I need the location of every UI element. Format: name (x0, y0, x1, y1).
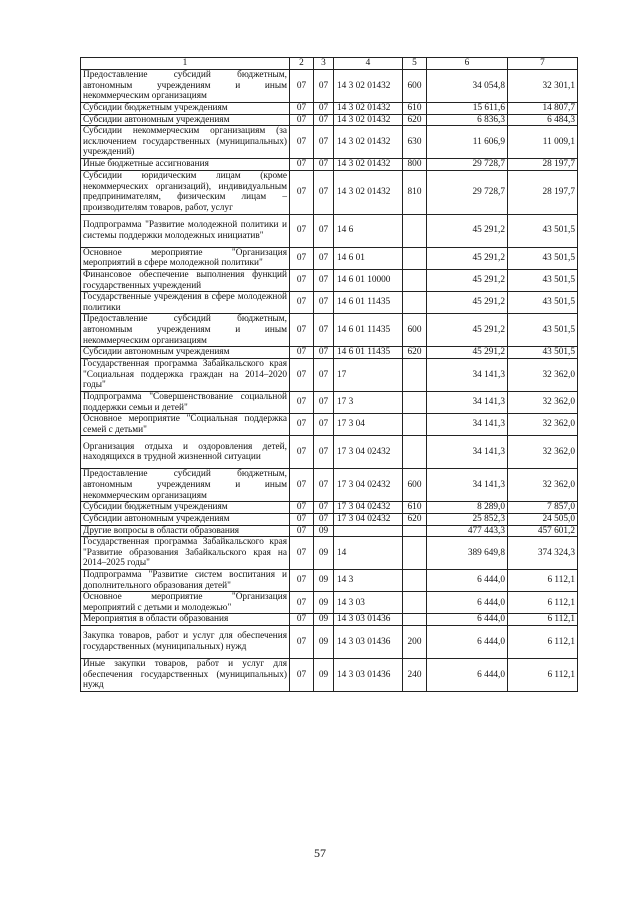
row-name: Иные бюджетные ассигнования (81, 159, 290, 171)
row-subsection: 09 (314, 614, 334, 626)
row-amount-1: 11 606,9 (427, 126, 508, 159)
row-amount-2: 24 505,0 (508, 513, 578, 525)
column-header-expense-type: 5 (403, 58, 427, 70)
row-expense-type (403, 592, 427, 614)
row-amount-1: 45 291,2 (427, 214, 508, 247)
table-row (81, 414, 578, 436)
row-name: Подпрограмма "Развитие молодежной политики и системы поддержки молодежных инициатив" (81, 214, 290, 247)
row-section: 07 (290, 159, 314, 171)
row-amount-1: 34 141,3 (427, 391, 508, 413)
row-subsection: 09 (314, 525, 334, 537)
table-row (81, 292, 578, 314)
row-expense-type: 600 (403, 469, 427, 502)
row-section: 07 (290, 570, 314, 592)
row-name: Субсидии бюджетным учреждениям (81, 103, 290, 115)
row-name: Основное мероприятие "Социальная поддержка семей с детьми" (81, 414, 290, 436)
row-section: 07 (290, 659, 314, 692)
row-subsection: 07 (314, 247, 334, 269)
row-name: Иные закупки товаров, работ и услуг для обеспечения государственных (муниципальных) нужд (81, 659, 290, 692)
row-target-article: 17 (334, 358, 403, 391)
row-amount-1: 45 291,2 (427, 292, 508, 314)
row-target-article: 17 3 04 02432 (334, 513, 403, 525)
table-row (81, 592, 578, 614)
row-amount-1: 477 443,3 (427, 525, 508, 537)
row-subsection: 09 (314, 570, 334, 592)
row-target-article: 14 3 02 01432 (334, 126, 403, 159)
table-row (81, 469, 578, 502)
row-section: 07 (290, 358, 314, 391)
row-amount-2: 32 362,0 (508, 391, 578, 413)
row-amount-2: 32 362,0 (508, 469, 578, 502)
row-amount-2: 32 362,0 (508, 358, 578, 391)
row-amount-2: 43 501,5 (508, 292, 578, 314)
row-subsection: 07 (314, 159, 334, 171)
table-row (81, 214, 578, 247)
row-target-article: 17 3 04 02432 (334, 469, 403, 502)
row-expense-type: 610 (403, 502, 427, 514)
row-target-article: 14 6 01 11435 (334, 292, 403, 314)
row-name: Мероприятия в области образования (81, 614, 290, 626)
row-subsection: 09 (314, 626, 334, 659)
row-amount-2: 43 501,5 (508, 269, 578, 291)
row-section: 07 (290, 314, 314, 347)
row-amount-1: 45 291,2 (427, 247, 508, 269)
row-expense-type (403, 537, 427, 570)
row-amount-1: 45 291,2 (427, 347, 508, 359)
row-section: 07 (290, 525, 314, 537)
row-expense-type (403, 414, 427, 436)
row-name: Предоставление субсидий бюджетным, автономным учреждениям и иным некоммерческим организациям (81, 70, 290, 103)
row-amount-2: 43 501,5 (508, 214, 578, 247)
row-expense-type: 240 (403, 659, 427, 692)
row-section: 07 (290, 170, 314, 214)
row-name: Субсидии автономным учреждениям (81, 513, 290, 525)
row-amount-1: 29 728,7 (427, 159, 508, 171)
row-amount-1: 6 836,3 (427, 114, 508, 126)
row-amount-1: 6 444,0 (427, 570, 508, 592)
row-expense-type: 800 (403, 159, 427, 171)
table-row (81, 314, 578, 347)
row-name: Предоставление субсидий бюджетным, автономным учреждениям и иным некоммерческим организациям (81, 314, 290, 347)
row-amount-1: 34 141,3 (427, 358, 508, 391)
row-expense-type: 600 (403, 314, 427, 347)
table-row (81, 513, 578, 525)
row-expense-type: 610 (403, 103, 427, 115)
row-amount-2: 6 484,3 (508, 114, 578, 126)
table-body (81, 70, 578, 692)
row-section: 07 (290, 502, 314, 514)
row-name: Финансовое обеспечение выполнения функций государственных учреждений (81, 269, 290, 291)
row-expense-type (403, 391, 427, 413)
row-target-article: 14 3 03 (334, 592, 403, 614)
row-name: Субсидии автономным учреждениям (81, 347, 290, 359)
row-expense-type (403, 614, 427, 626)
row-target-article: 14 3 03 01436 (334, 659, 403, 692)
row-target-article: 14 6 01 11435 (334, 314, 403, 347)
row-subsection: 07 (314, 391, 334, 413)
row-amount-1: 6 444,0 (427, 614, 508, 626)
row-amount-2: 43 501,5 (508, 247, 578, 269)
row-amount-2: 28 197,7 (508, 159, 578, 171)
row-amount-2: 32 362,0 (508, 436, 578, 469)
row-expense-type (403, 269, 427, 291)
row-name: Государственная программа Забайкальского края "Социальная поддержка граждан на 2014–2020 годы" (81, 358, 290, 391)
row-amount-2: 6 112,1 (508, 614, 578, 626)
row-amount-1: 25 852,3 (427, 513, 508, 525)
row-amount-2: 6 112,1 (508, 659, 578, 692)
table-row (81, 358, 578, 391)
row-target-article: 14 6 01 (334, 247, 403, 269)
row-target-article: 14 3 02 01432 (334, 159, 403, 171)
budget-document (80, 57, 577, 692)
row-expense-type (403, 247, 427, 269)
row-expense-type (403, 292, 427, 314)
row-amount-1: 8 289,0 (427, 502, 508, 514)
row-amount-2: 457 601,2 (508, 525, 578, 537)
row-amount-1: 6 444,0 (427, 592, 508, 614)
row-amount-1: 29 728,7 (427, 170, 508, 214)
column-header-target-article: 4 (334, 58, 403, 70)
row-amount-1: 15 611,6 (427, 103, 508, 115)
row-section: 07 (290, 614, 314, 626)
table-row (81, 159, 578, 171)
row-name: Предоставление субсидий бюджетным, автономным учреждениям и иным некоммерческим организациям (81, 469, 290, 502)
row-target-article: 14 3 03 01436 (334, 626, 403, 659)
column-header-subsection: 3 (314, 58, 334, 70)
row-target-article: 14 6 01 10000 (334, 269, 403, 291)
row-section: 07 (290, 70, 314, 103)
row-subsection: 07 (314, 314, 334, 347)
row-subsection: 09 (314, 592, 334, 614)
row-target-article: 14 3 02 01432 (334, 70, 403, 103)
row-section: 07 (290, 292, 314, 314)
row-name: Организация отдыха и оздоровления детей, находящихся в трудной жизненной ситуации (81, 436, 290, 469)
row-target-article: 14 (334, 537, 403, 570)
budget-table (80, 57, 578, 692)
row-name: Субсидии бюджетным учреждениям (81, 502, 290, 514)
table-row (81, 537, 578, 570)
column-header-amount-2: 7 (508, 58, 578, 70)
table-row (81, 126, 578, 159)
row-expense-type (403, 358, 427, 391)
table-row (81, 70, 578, 103)
row-name: Государственные учреждения в сфере молодежной политики (81, 292, 290, 314)
row-expense-type: 620 (403, 347, 427, 359)
row-target-article: 14 6 (334, 214, 403, 247)
row-section: 07 (290, 126, 314, 159)
row-section: 07 (290, 103, 314, 115)
row-amount-2: 32 301,1 (508, 70, 578, 103)
row-subsection: 07 (314, 502, 334, 514)
table-row (81, 614, 578, 626)
row-section: 07 (290, 114, 314, 126)
row-target-article: 17 3 04 02432 (334, 502, 403, 514)
row-target-article: 17 3 04 02432 (334, 436, 403, 469)
table-row (81, 170, 578, 214)
row-expense-type (403, 436, 427, 469)
row-subsection: 07 (314, 292, 334, 314)
row-expense-type (403, 570, 427, 592)
column-header-name: 1 (81, 58, 290, 70)
row-amount-2: 43 501,5 (508, 314, 578, 347)
table-row (81, 103, 578, 115)
row-target-article: 14 3 02 01432 (334, 170, 403, 214)
row-amount-2: 6 112,1 (508, 592, 578, 614)
table-row (81, 269, 578, 291)
row-amount-1: 45 291,2 (427, 314, 508, 347)
row-name: Подпрограмма "Совершенствование социальной поддержки семьи и детей" (81, 391, 290, 413)
row-subsection: 07 (314, 103, 334, 115)
table-row (81, 347, 578, 359)
row-section: 07 (290, 537, 314, 570)
row-name: Основное мероприятие "Организация мероприятий в сфере молодежной политики" (81, 247, 290, 269)
row-subsection: 07 (314, 269, 334, 291)
row-name: Подпрограмма "Развитие систем воспитания и дополнительного образования детей" (81, 570, 290, 592)
row-subsection: 07 (314, 414, 334, 436)
row-subsection: 07 (314, 358, 334, 391)
row-amount-1: 389 649,8 (427, 537, 508, 570)
row-subsection: 07 (314, 469, 334, 502)
row-amount-2: 28 197,7 (508, 170, 578, 214)
row-amount-1: 34 054,8 (427, 70, 508, 103)
row-amount-2: 6 112,1 (508, 626, 578, 659)
row-expense-type: 810 (403, 170, 427, 214)
row-target-article: 14 3 03 01436 (334, 614, 403, 626)
row-name: Другие вопросы в области образования (81, 525, 290, 537)
row-amount-1: 34 141,3 (427, 436, 508, 469)
row-name: Субсидии юридическим лицам (кроме некоммерческих организаций), индивидуальным предпринимателям, физическим лицам – производителям товаров, работ, услуг (81, 170, 290, 214)
row-expense-type: 620 (403, 114, 427, 126)
table-row (81, 391, 578, 413)
row-expense-type: 630 (403, 126, 427, 159)
row-target-article: 17 3 (334, 391, 403, 413)
column-header-section: 2 (290, 58, 314, 70)
table-header-row (81, 58, 578, 70)
row-expense-type: 620 (403, 513, 427, 525)
row-amount-2: 43 501,5 (508, 347, 578, 359)
row-subsection: 09 (314, 537, 334, 570)
row-section: 07 (290, 347, 314, 359)
row-amount-2: 7 857,0 (508, 502, 578, 514)
row-expense-type: 200 (403, 626, 427, 659)
row-subsection: 07 (314, 436, 334, 469)
page-number: 57 (314, 846, 326, 860)
row-name: Государственная программа Забайкальского края "Развитие образования Забайкальского края на 2014–2025 годы" (81, 537, 290, 570)
table-row (81, 570, 578, 592)
row-section: 07 (290, 513, 314, 525)
row-subsection: 07 (314, 513, 334, 525)
table-row (81, 436, 578, 469)
row-amount-2: 6 112,1 (508, 570, 578, 592)
row-amount-2: 14 807,7 (508, 103, 578, 115)
row-expense-type (403, 214, 427, 247)
row-section: 07 (290, 391, 314, 413)
row-target-article: 14 6 01 11435 (334, 347, 403, 359)
row-amount-1: 34 141,3 (427, 414, 508, 436)
row-subsection: 07 (314, 114, 334, 126)
row-name: Субсидии некоммерческим организациям (за исключением государственных (муниципальных) учреждений) (81, 126, 290, 159)
row-amount-1: 6 444,0 (427, 659, 508, 692)
row-subsection: 07 (314, 126, 334, 159)
table-row (81, 247, 578, 269)
column-header-amount-1: 6 (427, 58, 508, 70)
row-name: Субсидии автономным учреждениям (81, 114, 290, 126)
row-section: 07 (290, 214, 314, 247)
row-subsection: 07 (314, 214, 334, 247)
row-section: 07 (290, 436, 314, 469)
row-target-article (334, 525, 403, 537)
row-amount-1: 6 444,0 (427, 626, 508, 659)
row-amount-2: 11 009,1 (508, 126, 578, 159)
row-subsection: 09 (314, 659, 334, 692)
row-section: 07 (290, 626, 314, 659)
row-expense-type (403, 525, 427, 537)
row-name: Закупка товаров, работ и услуг для обеспечения государственных (муниципальных) нужд (81, 626, 290, 659)
row-section: 07 (290, 269, 314, 291)
row-target-article: 14 3 02 01432 (334, 114, 403, 126)
row-amount-2: 32 362,0 (508, 414, 578, 436)
row-subsection: 07 (314, 347, 334, 359)
table-row (81, 502, 578, 514)
row-section: 07 (290, 469, 314, 502)
row-amount-2: 374 324,3 (508, 537, 578, 570)
row-expense-type: 600 (403, 70, 427, 103)
row-target-article: 17 3 04 (334, 414, 403, 436)
row-section: 07 (290, 592, 314, 614)
table-row (81, 626, 578, 659)
table-row (81, 659, 578, 692)
row-target-article: 14 3 (334, 570, 403, 592)
table-row (81, 525, 578, 537)
row-target-article: 14 3 02 01432 (334, 103, 403, 115)
row-name: Основное мероприятие "Организация мероприятий с детьми и молодежью" (81, 592, 290, 614)
table-row (81, 114, 578, 126)
row-section: 07 (290, 247, 314, 269)
row-subsection: 07 (314, 70, 334, 103)
row-section: 07 (290, 414, 314, 436)
row-amount-1: 34 141,3 (427, 469, 508, 502)
row-amount-1: 45 291,2 (427, 269, 508, 291)
row-subsection: 07 (314, 170, 334, 214)
